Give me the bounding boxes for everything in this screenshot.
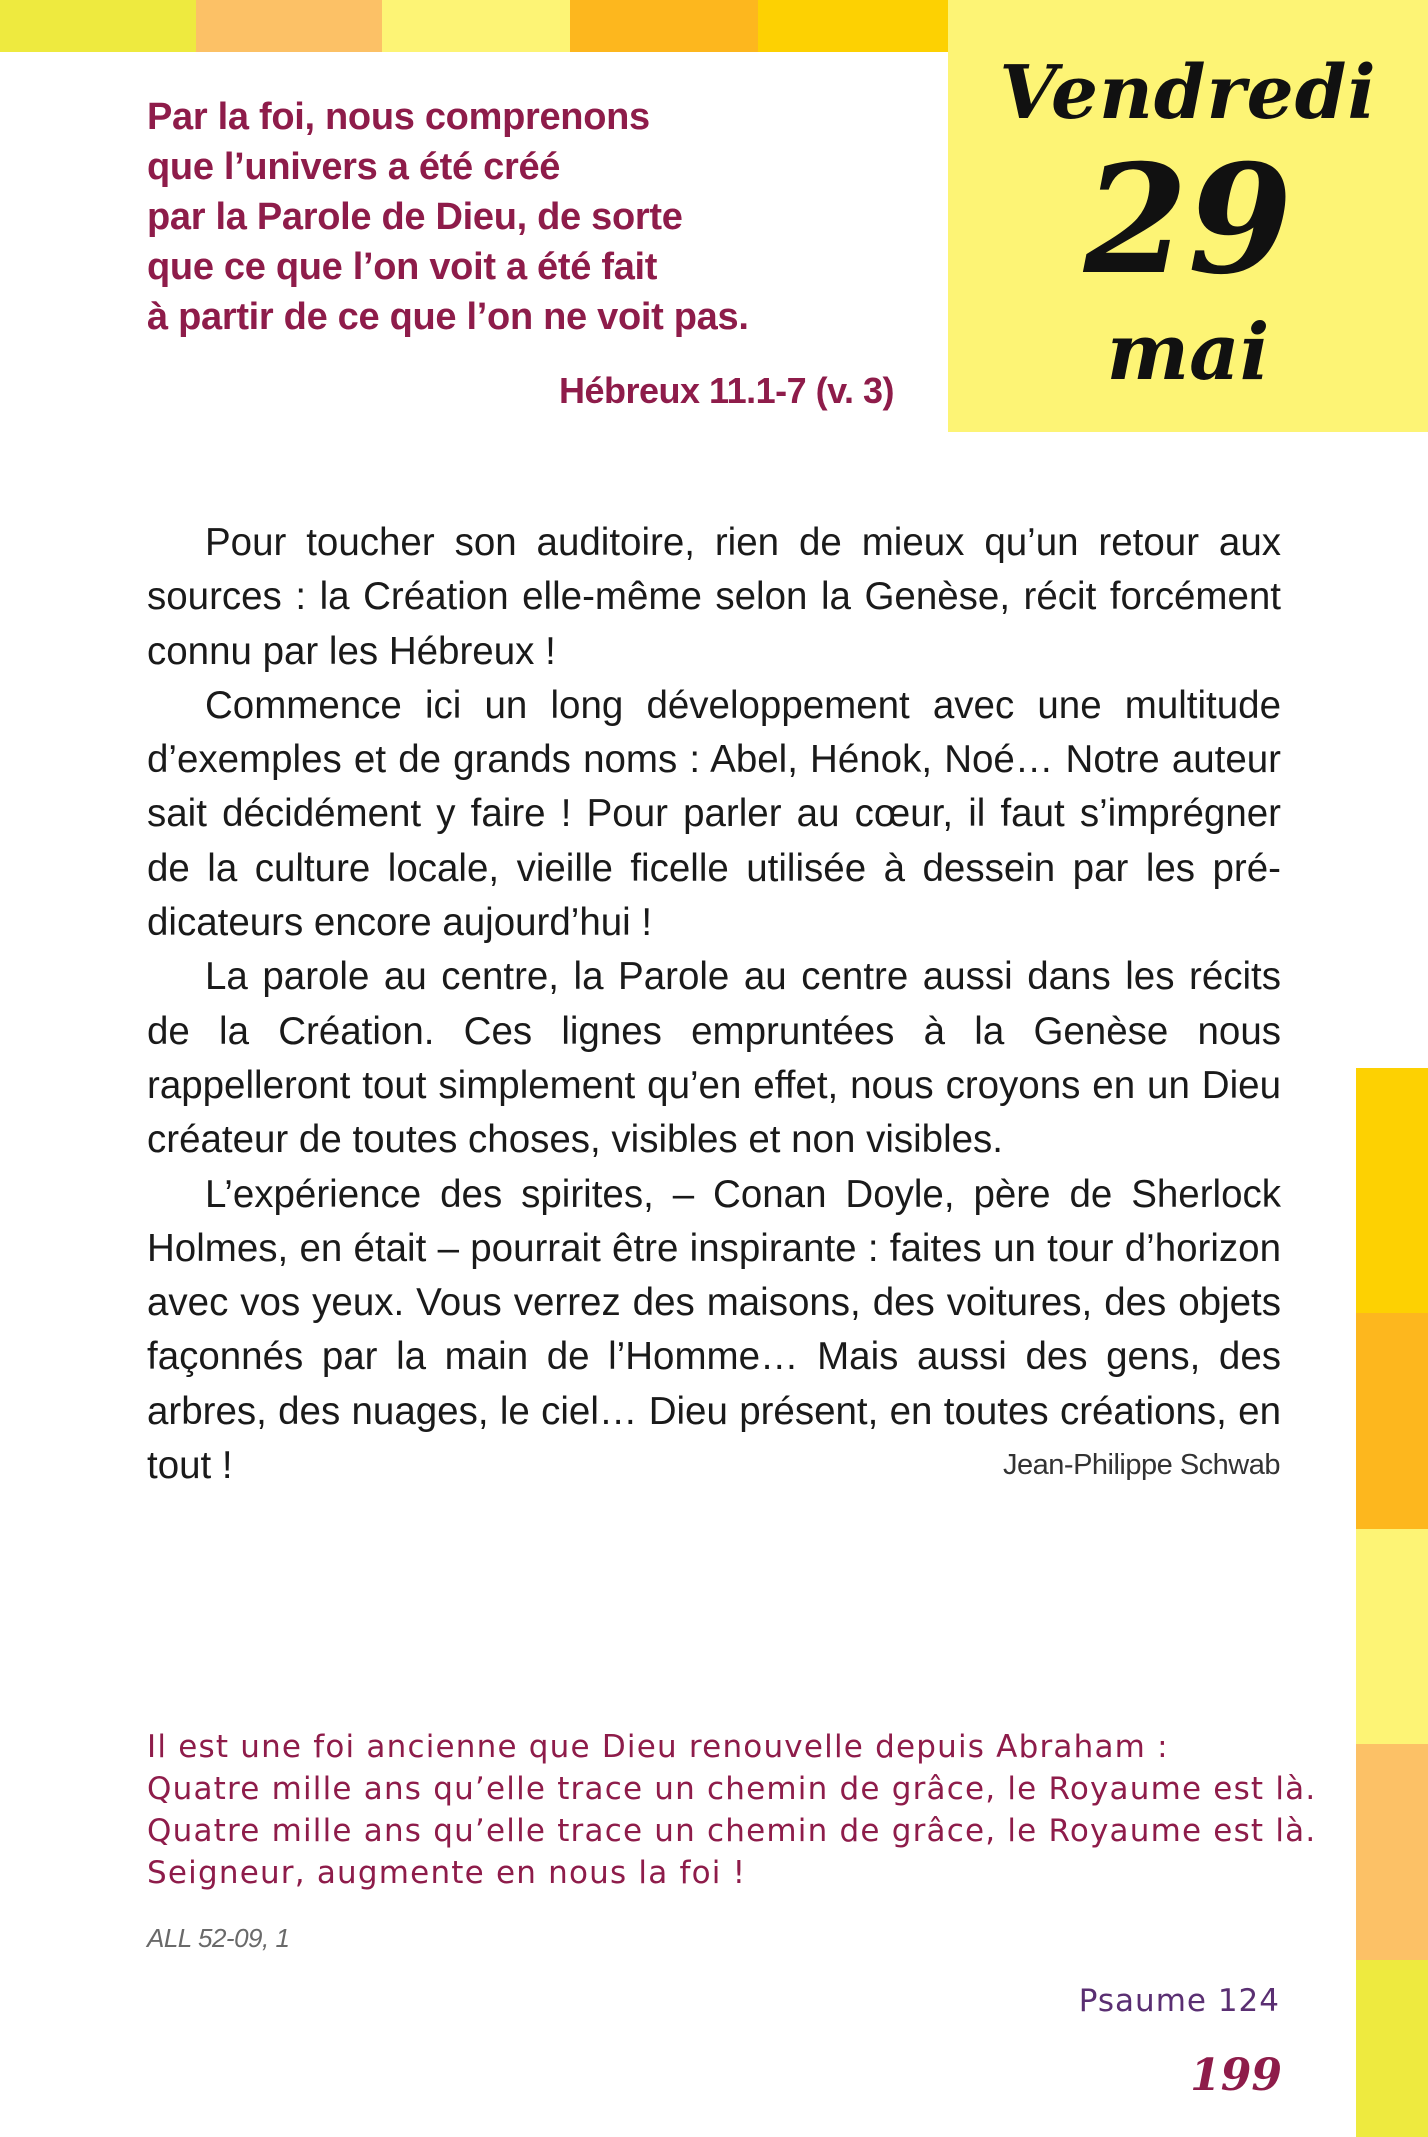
stripe-segment-4 — [570, 0, 758, 52]
page-number: 199 — [1190, 2050, 1282, 2101]
stripe-segment-8 — [1356, 1529, 1428, 1744]
hymn-source: ALL 52-09, 1 — [147, 1923, 290, 1953]
verse-line: que l’univers a été créé — [147, 146, 561, 188]
right-color-stripe — [1356, 1068, 1428, 2137]
stripe-segment-3 — [382, 0, 570, 52]
prayer-line: Quatre mille ans qu’elle trace un chemin de grâce, le Royaume est là. — [147, 1813, 1317, 1849]
meditation-paragraph: Commence ici un long développement avec une multitude d’exemples et de grands noms : Abel, Hénok, Noé… Notre auteur sait décidément y faire ! Pour parler au cœur, il faut s’imprégner de la culture locale, vieille ficelle utilisée à dessein par les prédicateurs encore aujourd’hui ! — [147, 683, 1281, 945]
meditation-text — [147, 516, 1281, 1493]
stripe-segment-6 — [1356, 1068, 1428, 1313]
verse-line: par la Parole de Dieu, de sorte — [147, 196, 683, 238]
prayer-line: Seigneur, augmente en nous la foi ! — [147, 1855, 747, 1891]
verse-line: Par la foi, nous comprenons — [147, 96, 650, 138]
prayer-line: Il est une foi ancienne que Dieu renouvelle depuis Abraham : — [147, 1729, 1169, 1765]
stripe-segment-1 — [0, 0, 196, 52]
meditation-paragraph: Pour toucher son auditoire, rien de mieux qu’un retour aux sources : la Création elle-même selon la Genèse, récit forcément connu par les Hébreux ! — [147, 521, 1281, 673]
stripe-segment-10 — [1356, 1960, 1428, 2137]
meditation-paragraph: La parole au centre, la Parole au centre aussi dans les récits de la Création. Ces lignes empruntées à la Genèse nous rappelleront tout simplement qu’en effet, nous croyons en un Dieu créateur de toutes choses, visibles et non visibles. — [147, 955, 1281, 1162]
psalm-reference: Psaume 124 — [1078, 1983, 1280, 2019]
stripe-segment-9 — [1356, 1744, 1428, 1960]
verse-line: que ce que l’on voit a été fait — [147, 246, 658, 288]
top-color-stripe — [0, 0, 950, 52]
day-number: 29 — [1083, 132, 1293, 308]
date-box — [948, 0, 1428, 432]
day-name: Vendredi — [999, 50, 1377, 136]
stripe-segment-7 — [1356, 1313, 1428, 1529]
meditation-paragraph: L’expérience des spirites, – Conan Doyle, père de Sherlock Holmes, en était – pourrait être inspirante : faites un tour d’horizon avec vos yeux. Vous verrez des maisons, des voitures, des objets façonnés par la main de l’Homme… Mais aussi des gens, des arbres, des nuages, le ciel… Dieu présent, en toutes créations, en tout ! — [147, 1172, 1281, 1488]
verse-reference: Hébreux 11.1-7 (v. 3) — [559, 370, 894, 411]
verse-line: à partir de ce que l’on ne voit pas. — [147, 296, 749, 338]
author-name: Jean-Philippe Schwab — [1003, 1449, 1280, 1481]
stripe-segment-5 — [758, 0, 950, 52]
prayer-line: Quatre mille ans qu’elle trace un chemin de grâce, le Royaume est là. — [147, 1771, 1317, 1807]
prayer-text — [147, 1726, 1317, 1894]
month-name: mai — [1106, 307, 1270, 398]
stripe-segment-2 — [196, 0, 382, 52]
bible-verse — [147, 92, 907, 342]
